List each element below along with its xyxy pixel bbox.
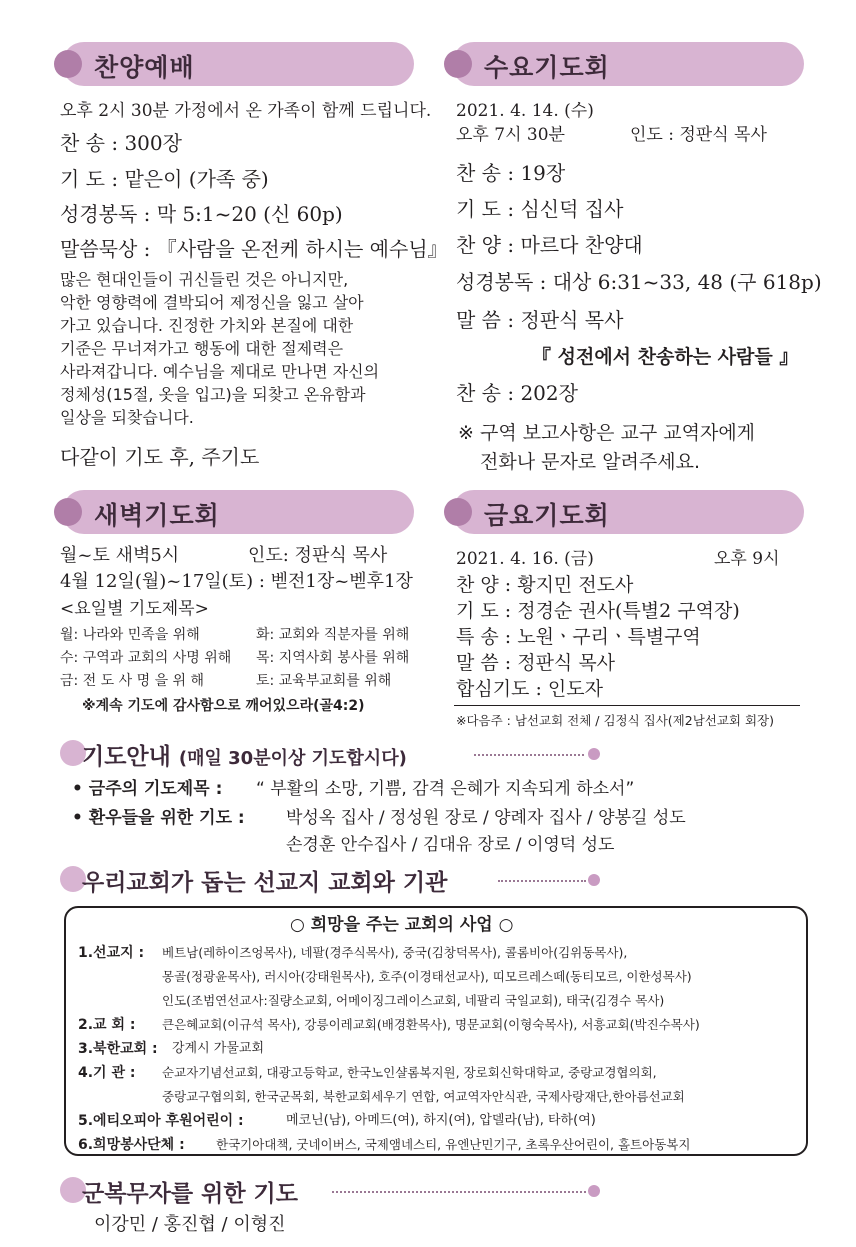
friday-line: 찬 양 : 황지민 전도사 [456, 574, 634, 596]
dawn-dates: 4월 12일(월)~17일(토) : 벧전1장~벧후1장 [60, 571, 413, 592]
friday-next-week: ※다음주 : 남선교회 전체 / 김정식 집사(제2남선교회 회장) [456, 713, 774, 728]
wednesday-time: 오후 7시 30분 [456, 125, 565, 145]
dawn-topic: 토: 교육부교회를 위해 [256, 673, 392, 689]
mission-row-text: 한국기아대책, 굿네이버스, 국제앰네스티, 유엔난민기구, 초록우산어린이, 홀트아동복지 [216, 1137, 691, 1152]
wednesday-date: 2021. 4. 14. (수) [456, 101, 594, 121]
dawn-topic: 수: 구역과 교회의 사명 위해 [60, 650, 232, 666]
friday-prayer-header [452, 490, 804, 534]
military-prayer-title: 군복무자를 위한 기도 [82, 1181, 298, 1207]
mission-row-text: 강계시 가물교회 [172, 1041, 265, 1056]
mission-row-text: 중랑교구협의회, 한국군목회, 북한교회세우기 연합, 여교역자안식관, 국제사랑재단,한아름선교회 [162, 1089, 685, 1104]
weekly-prayer-text: “ 부활의 소망, 기쁨, 감격 은혜가 지속되게 하소서” [256, 779, 635, 799]
sunday-line: 성경봉독 : 막 5:1~20 (신 60p) [60, 202, 343, 226]
sick-prayer-line: 박성옥 집사 / 정성원 장로 / 양례자 집사 / 양봉길 성도 [286, 808, 686, 828]
sermon-body-line: 가고 있습니다. 진정한 가치와 본질에 대한 [60, 316, 354, 335]
prayer-guide-title: 기도안내 [82, 744, 171, 770]
sunday-worship-title: 찬양예배 [94, 53, 195, 82]
mission-row-text: 순교자기념선교회, 대광고등학교, 한국노인샬롬복지원, 장로회신학대학교, 중랑교경협의회, [162, 1065, 657, 1080]
header-dot-icon [54, 498, 82, 526]
dawn-prayer-title: 새벽기도회 [94, 501, 220, 530]
friday-line: 말 씀 : 정판식 목사 [456, 652, 616, 674]
mission-row-text: 큰은혜교회(이규석 목사), 강릉이레교회(배경환목사), 명문교회(이형숙목사), 서흥교회(박진수목사) [162, 1017, 700, 1032]
sick-prayer-label: • 환우들을 위한 기도 : [72, 808, 245, 828]
sunday-closing: 다같이 기도 후, 주기도 [60, 445, 260, 469]
missions-title: 우리교회가 돕는 선교지 교회와 기관 [82, 870, 448, 896]
sermon-body-line: 많은 현대인들이 귀신들린 것은 아니지만, [60, 270, 349, 289]
header-dot-icon [444, 50, 472, 78]
sick-prayer-line: 손경훈 안수집사 / 김대유 장로 / 이영덕 성도 [286, 835, 615, 855]
dawn-topics-header: <요일별 기도제목> [60, 599, 209, 619]
friday-time: 오후 9시 [714, 549, 780, 569]
friday-date: 2021. 4. 16. (금) [456, 549, 594, 569]
mission-row-label: 1.선교지 : [78, 945, 145, 961]
mission-row-text: 인도(조범연선교사:질량소교회, 어메이징그레이스교회, 네팔리 국일교회), 태국(김경수 목사) [162, 993, 665, 1008]
dawn-topic: 목: 지역사회 봉사를 위해 [256, 650, 410, 666]
wednesday-line: 성경봉독 : 대상 6:31~33, 48 (구 618p) [456, 270, 822, 294]
dotted-leader [498, 880, 586, 882]
mission-row-label: 3.북한교회 : [78, 1041, 158, 1057]
prayer-guide-subtitle: (매일 30분이상 기도합시다) [178, 748, 407, 769]
mission-row-text: 몽골(정광윤목사), 러시아(강태원목사), 호주(이경태선교사), 띠모르레스떼(동티모르, 이한성목사) [162, 969, 692, 984]
wednesday-line: 기 도 : 심신덕 집사 [456, 197, 624, 221]
header-dot-icon [54, 50, 82, 78]
dawn-verse: ※계속 기도에 감사함으로 깨어있으라(골4:2) [82, 698, 365, 714]
mission-row-text: 베트남(레하이즈엉목사), 네팔(경주식목사), 중국(김창덕목사), 콜롬비아(김위동목사), [162, 945, 628, 960]
mission-row-label: 6.희망봉사단체 : [78, 1137, 185, 1153]
sunday-worship-header [62, 42, 414, 86]
weekly-prayer-label: • 금주의 기도제목 : [72, 779, 223, 799]
military-names: 이강민 / 홍진협 / 이형진 [94, 1214, 286, 1235]
dawn-schedule: 월~토 새벽5시 [60, 545, 180, 566]
sunday-line: 찬 송 : 300장 [60, 131, 182, 155]
wednesday-leader: 인도 : 정판식 목사 [630, 125, 767, 145]
friday-line: 기 도 : 정경순 권사(특별2 구역장) [456, 600, 740, 622]
wednesday-line: 말 씀 : 정판식 목사 [456, 308, 624, 332]
mission-row-label: 2.교 회 : [78, 1017, 136, 1033]
friday-divider [454, 705, 800, 706]
mission-row-text: 메코닌(남), 아메드(여), 하지(여), 압델라(남), 타하(여) [286, 1113, 596, 1128]
wednesday-notice: ※ 구역 보고사항은 교구 교역자에게 [458, 422, 756, 444]
wednesday-prayer-title: 수요기도회 [484, 53, 610, 82]
wednesday-hymn-end: 찬 송 : 202장 [456, 381, 578, 405]
sunday-line: 기 도 : 맡은이 (가족 중) [60, 167, 269, 191]
friday-line: 합심기도 : 인도자 [456, 678, 603, 700]
dawn-leader: 인도: 정판식 목사 [248, 545, 388, 566]
wednesday-sermon-title: 『 성전에서 찬송하는 사람들 』 [532, 346, 799, 368]
sermon-body-line: 정체성(15절, 옷을 입고)을 되찾고 온유함과 [60, 385, 366, 404]
dawn-topic: 금: 전 도 사 명 을 위 해 [60, 673, 205, 689]
sermon-body-line: 일상을 되찾습니다. [60, 408, 194, 427]
sermon-body-line: 기준은 무너져가고 행동에 대한 절제력은 [60, 339, 344, 358]
sermon-body-line: 악한 영향력에 결박되어 제정신을 잃고 살아 [60, 293, 364, 312]
sunday-sermon-line: 말씀묵상 : 『사람을 온전케 하시는 예수님』 [60, 237, 448, 261]
missions-box-title: ○ 희망을 주는 교회의 사업 ○ [290, 915, 514, 935]
friday-line: 특 송 : 노원ㆍ구리ㆍ특별구역 [456, 626, 701, 648]
dawn-topic: 화: 교회와 직분자를 위해 [256, 627, 410, 643]
wednesday-line: 찬 송 : 19장 [456, 161, 566, 185]
mission-row-label: 5.에티오피아 후원어린이 : [78, 1113, 244, 1129]
sunday-line: 오후 2시 30분 가정에서 온 가족이 함께 드립니다. [60, 101, 432, 121]
end-dot-icon [588, 1185, 600, 1197]
prayer-guide-heading [82, 738, 407, 771]
header-dot-icon [444, 498, 472, 526]
mission-row-label: 4.기 관 : [78, 1065, 136, 1081]
wednesday-prayer-header [452, 42, 804, 86]
wednesday-line: 찬 양 : 마르다 찬양대 [456, 233, 643, 257]
sermon-body-line: 사라져갑니다. 예수님을 제대로 만나면 자신의 [60, 362, 380, 381]
end-dot-icon [588, 748, 600, 760]
end-dot-icon [588, 874, 600, 886]
wednesday-notice: 전화나 문자로 알려주세요. [480, 451, 701, 473]
dawn-prayer-header [62, 490, 414, 534]
dotted-leader [332, 1191, 586, 1193]
friday-prayer-title: 금요기도회 [484, 501, 610, 530]
dotted-leader [474, 754, 584, 756]
dawn-topic: 월: 나라와 민족을 위해 [60, 627, 200, 643]
